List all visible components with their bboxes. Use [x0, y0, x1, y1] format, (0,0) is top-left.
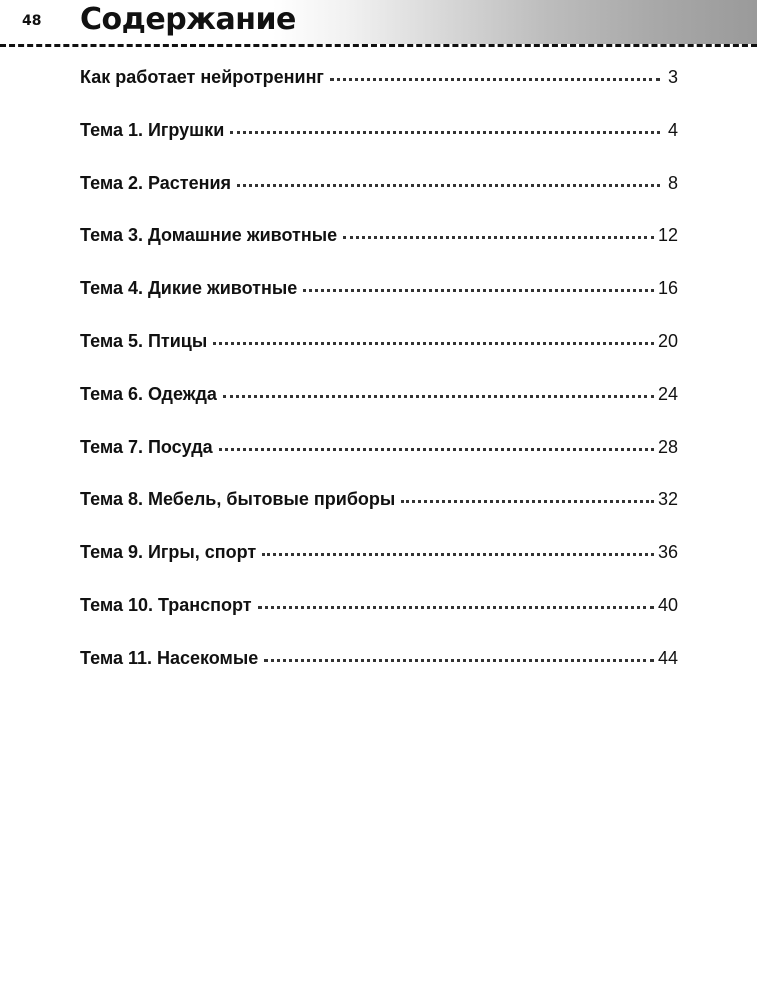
- toc-page-number: 36: [657, 542, 678, 563]
- toc-entry-topic-4[interactable]: [80, 271, 678, 324]
- toc-dot-leader: [264, 659, 654, 662]
- toc-page-number: 3: [667, 67, 678, 87]
- toc-dot-leader: [223, 395, 654, 398]
- toc-entry-label: Тема 7. Посуда: [80, 436, 213, 457]
- header-divider: [0, 44, 757, 47]
- toc-entry-topic-1[interactable]: [80, 113, 678, 166]
- toc-page-number: 28: [657, 436, 678, 457]
- toc-page-number: 12: [657, 225, 678, 246]
- toc-entry-topic-10[interactable]: [80, 588, 678, 641]
- toc-entry-label: Тема 9. Игры, спорт: [80, 542, 257, 563]
- toc-dot-leader: [237, 184, 660, 187]
- toc-entry-label: Тема 11. Насекомые: [80, 647, 259, 668]
- toc-page-number: 44: [657, 647, 678, 668]
- toc-entry-topic-11[interactable]: [80, 641, 678, 694]
- toc-page-number: 4: [667, 119, 678, 140]
- toc-dot-leader: [213, 342, 654, 345]
- toc-entry-topic-5[interactable]: [80, 324, 678, 377]
- toc-entry-topic-2[interactable]: [80, 166, 678, 219]
- toc-entry-label: Тема 6. Одежда: [80, 383, 217, 404]
- toc-entry-label: Тема 8. Мебель, бытовые приборы: [80, 489, 396, 510]
- toc-dot-leader: [230, 131, 660, 134]
- toc-page-number: 16: [657, 278, 678, 299]
- toc-entry-label: Тема 2. Растения: [80, 172, 232, 193]
- toc-entry-topic-7[interactable]: [80, 430, 678, 483]
- toc-dot-leader: [258, 606, 654, 609]
- toc-dot-leader: [330, 78, 660, 81]
- toc-dot-leader: [343, 236, 654, 239]
- toc-dot-leader: [401, 500, 654, 503]
- toc-page-number: 24: [657, 383, 678, 404]
- toc-entry-topic-9[interactable]: [80, 535, 678, 588]
- toc-dot-leader: [219, 448, 654, 451]
- toc-entry-label: Тема 3. Домашние животные: [80, 225, 338, 246]
- toc-entry-topic-3[interactable]: [80, 218, 678, 271]
- page-header: [0, 0, 757, 44]
- toc-entry-topic-8[interactable]: [80, 482, 678, 535]
- toc-page-number: 40: [657, 594, 678, 615]
- toc-dot-leader: [262, 553, 654, 556]
- table-of-contents: [80, 60, 678, 694]
- toc-page-number: 20: [657, 330, 678, 351]
- toc-entry-label: Тема 1. Игрушки: [80, 119, 225, 140]
- toc-entry-label: Тема 5. Птицы: [80, 330, 208, 351]
- toc-entry-label: Как работает нейротренинг: [80, 67, 324, 87]
- toc-entry-topic-6[interactable]: [80, 377, 678, 430]
- toc-page-number: 32: [657, 489, 678, 510]
- toc-entry-intro[interactable]: [80, 60, 678, 113]
- toc-entry-label: Тема 10. Транспорт: [80, 594, 252, 615]
- page-number: 48: [22, 13, 42, 29]
- toc-dot-leader: [303, 289, 654, 292]
- toc-page-number: 8: [667, 172, 678, 193]
- page-title: Содержание: [80, 2, 296, 37]
- toc-entry-label: Тема 4. Дикие животные: [80, 278, 298, 299]
